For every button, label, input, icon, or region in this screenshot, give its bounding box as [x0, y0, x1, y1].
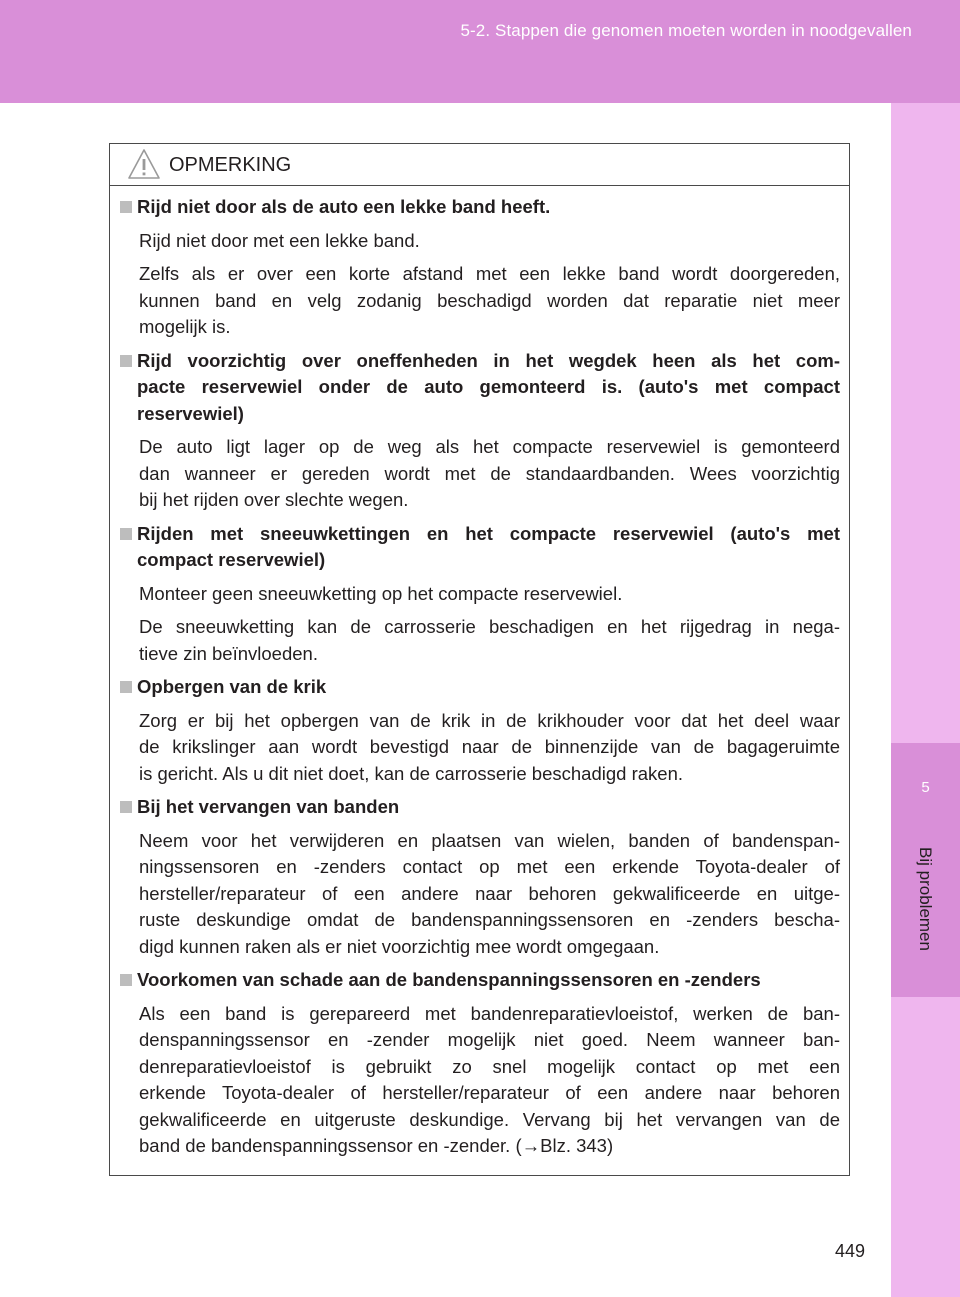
paragraph-line: Zorg er bij het opbergen van de krik in de krikhouder voor dat het deel waar: [139, 709, 840, 731]
header-band: [0, 0, 960, 103]
heading-line: Opbergen van de krik: [137, 676, 327, 697]
paragraph-line: denspanningssensor en -zender mogelijk niet goed. Neem wanneer ban-: [139, 1029, 840, 1050]
paragraph-line: Neem voor het verwijderen en plaatsen van wielen, banden of bandenspan-: [139, 829, 840, 851]
item-paragraph: [139, 581, 840, 608]
paragraph-line: de krikslinger aan wordt bevestigd naar de binnenzijde van de bagageruimte: [139, 736, 840, 757]
square-bullet-icon: [120, 201, 132, 213]
heading-line: Rijd voorzichtig over oneffenheden in het wegdek heen als het com-: [137, 349, 840, 371]
paragraph-line: bij het rijden over slechte wegen.: [139, 489, 409, 510]
notice-item: [120, 521, 840, 668]
heading-line: Rijd niet door als de auto een lekke band heeft.: [137, 196, 551, 217]
heading-text: [137, 521, 840, 574]
item-paragraph: [139, 261, 840, 341]
paragraph-line: hersteller/reparateur of een andere naar behoren gekwalificeerde en uitge-: [139, 882, 840, 904]
paragraph-line: Zelfs als er over een korte afstand met een lekke band wordt doorgereden,: [139, 263, 840, 284]
heading-text: [137, 194, 840, 221]
square-bullet-icon: [120, 528, 132, 540]
paragraph-line: dan wanneer er gereden wordt met de standaardbanden. Wees voorzichtig: [139, 462, 840, 484]
item-paragraph: [139, 1001, 840, 1160]
chapter-tab[interactable]: [891, 743, 960, 997]
item-heading: [120, 674, 840, 701]
paragraph-line: mogelijk is.: [139, 316, 231, 337]
heading-text: [137, 794, 840, 821]
paragraph-line: kunnen band en velg zodanig beschadigd worden dat reparatie niet meer: [139, 289, 840, 311]
heading-text: [137, 348, 840, 428]
heading-line: reservewiel): [137, 402, 244, 424]
chapter-number: 5: [921, 779, 930, 796]
heading-line: Voorkomen van schade aan de bandenspanningssensoren en -zenders: [137, 969, 761, 990]
item-heading: [120, 521, 840, 574]
paragraph-line: Als een band is gerepareerd met bandenreparatievloeistof, werken de ban-: [139, 1002, 840, 1024]
square-bullet-icon: [120, 974, 132, 986]
paragraph-line: De auto ligt lager op de weg als het compacte reservewiel is gemonteerd: [139, 436, 840, 457]
item-paragraph: [139, 434, 840, 514]
paragraph-line: digd kunnen raken als er niet voorzichtig mee wordt omgegaan.: [139, 935, 660, 957]
paragraph-line: ningssensoren en -zenders contact op met een erkende Toyota-dealer of: [139, 856, 840, 877]
notice-box: [109, 143, 850, 1176]
notice-item: [120, 348, 840, 514]
heading-line: Bij het vervangen van banden: [137, 796, 400, 817]
chapter-title: Bij problemen: [916, 847, 935, 951]
heading-line: pacte reservewiel onder de auto gemonteerd is. (auto's met compact: [137, 376, 840, 397]
item-heading: [120, 967, 840, 994]
paragraph-line: gekwalificeerde en uitgeruste deskundige. Vervang bij het vervangen van de: [139, 1108, 840, 1130]
square-bullet-icon: [120, 681, 132, 693]
paragraph-line: denreparatievloeistof is gebruikt zo snel mogelijk contact op met een: [139, 1055, 840, 1077]
notice-body: [110, 186, 849, 1160]
item-paragraph: [139, 708, 840, 788]
notice-item: [120, 194, 840, 341]
heading-line: compact reservewiel): [137, 549, 326, 570]
heading-line: Rijden met sneeuwkettingen en het compacte reservewiel (auto's met: [137, 522, 840, 544]
warning-triangle-icon: [127, 148, 161, 180]
square-bullet-icon: [120, 355, 132, 367]
heading-text: [137, 674, 840, 701]
item-heading: [120, 348, 840, 428]
paragraph-line: erkende Toyota-dealer of hersteller/reparateur of een andere naar behoren: [139, 1082, 840, 1103]
item-heading: [120, 794, 840, 821]
paragraph-line: Monteer geen sneeuwketting op het compacte reservewiel.: [139, 582, 623, 604]
heading-text: [137, 967, 840, 994]
item-paragraph: [139, 614, 840, 667]
item-paragraph: [139, 828, 840, 961]
notice-header: [110, 144, 849, 186]
item-paragraph: [139, 228, 840, 255]
square-bullet-icon: [120, 801, 132, 813]
notice-item: [120, 794, 840, 960]
paragraph-line: De sneeuwketting kan de carrosserie beschadigen en het rijgedrag in nega-: [139, 616, 840, 637]
side-tab: [891, 103, 960, 1297]
paragraph-line: band de bandenspanningssensor en -zender. (→Blz. 343): [139, 1135, 614, 1156]
notice-item: [120, 967, 840, 1160]
paragraph-line: Rijd niet door met een lekke band.: [139, 229, 420, 251]
section-title: 5-2. Stappen die genomen moeten worden in noodgevallen: [460, 21, 912, 40]
paragraph-line: is gericht. Als u dit niet doet, kan de carrosserie beschadigd raken.: [139, 762, 683, 784]
notice-item: [120, 674, 840, 787]
page-number: 449: [834, 1241, 865, 1261]
paragraph-line: ruste deskundige omdat de bandenspanningssensoren en -zenders bescha-: [139, 909, 840, 930]
item-heading: [120, 194, 840, 221]
notice-title: OPMERKING: [169, 154, 292, 176]
paragraph-line: tieve zin beïnvloeden.: [139, 642, 318, 664]
